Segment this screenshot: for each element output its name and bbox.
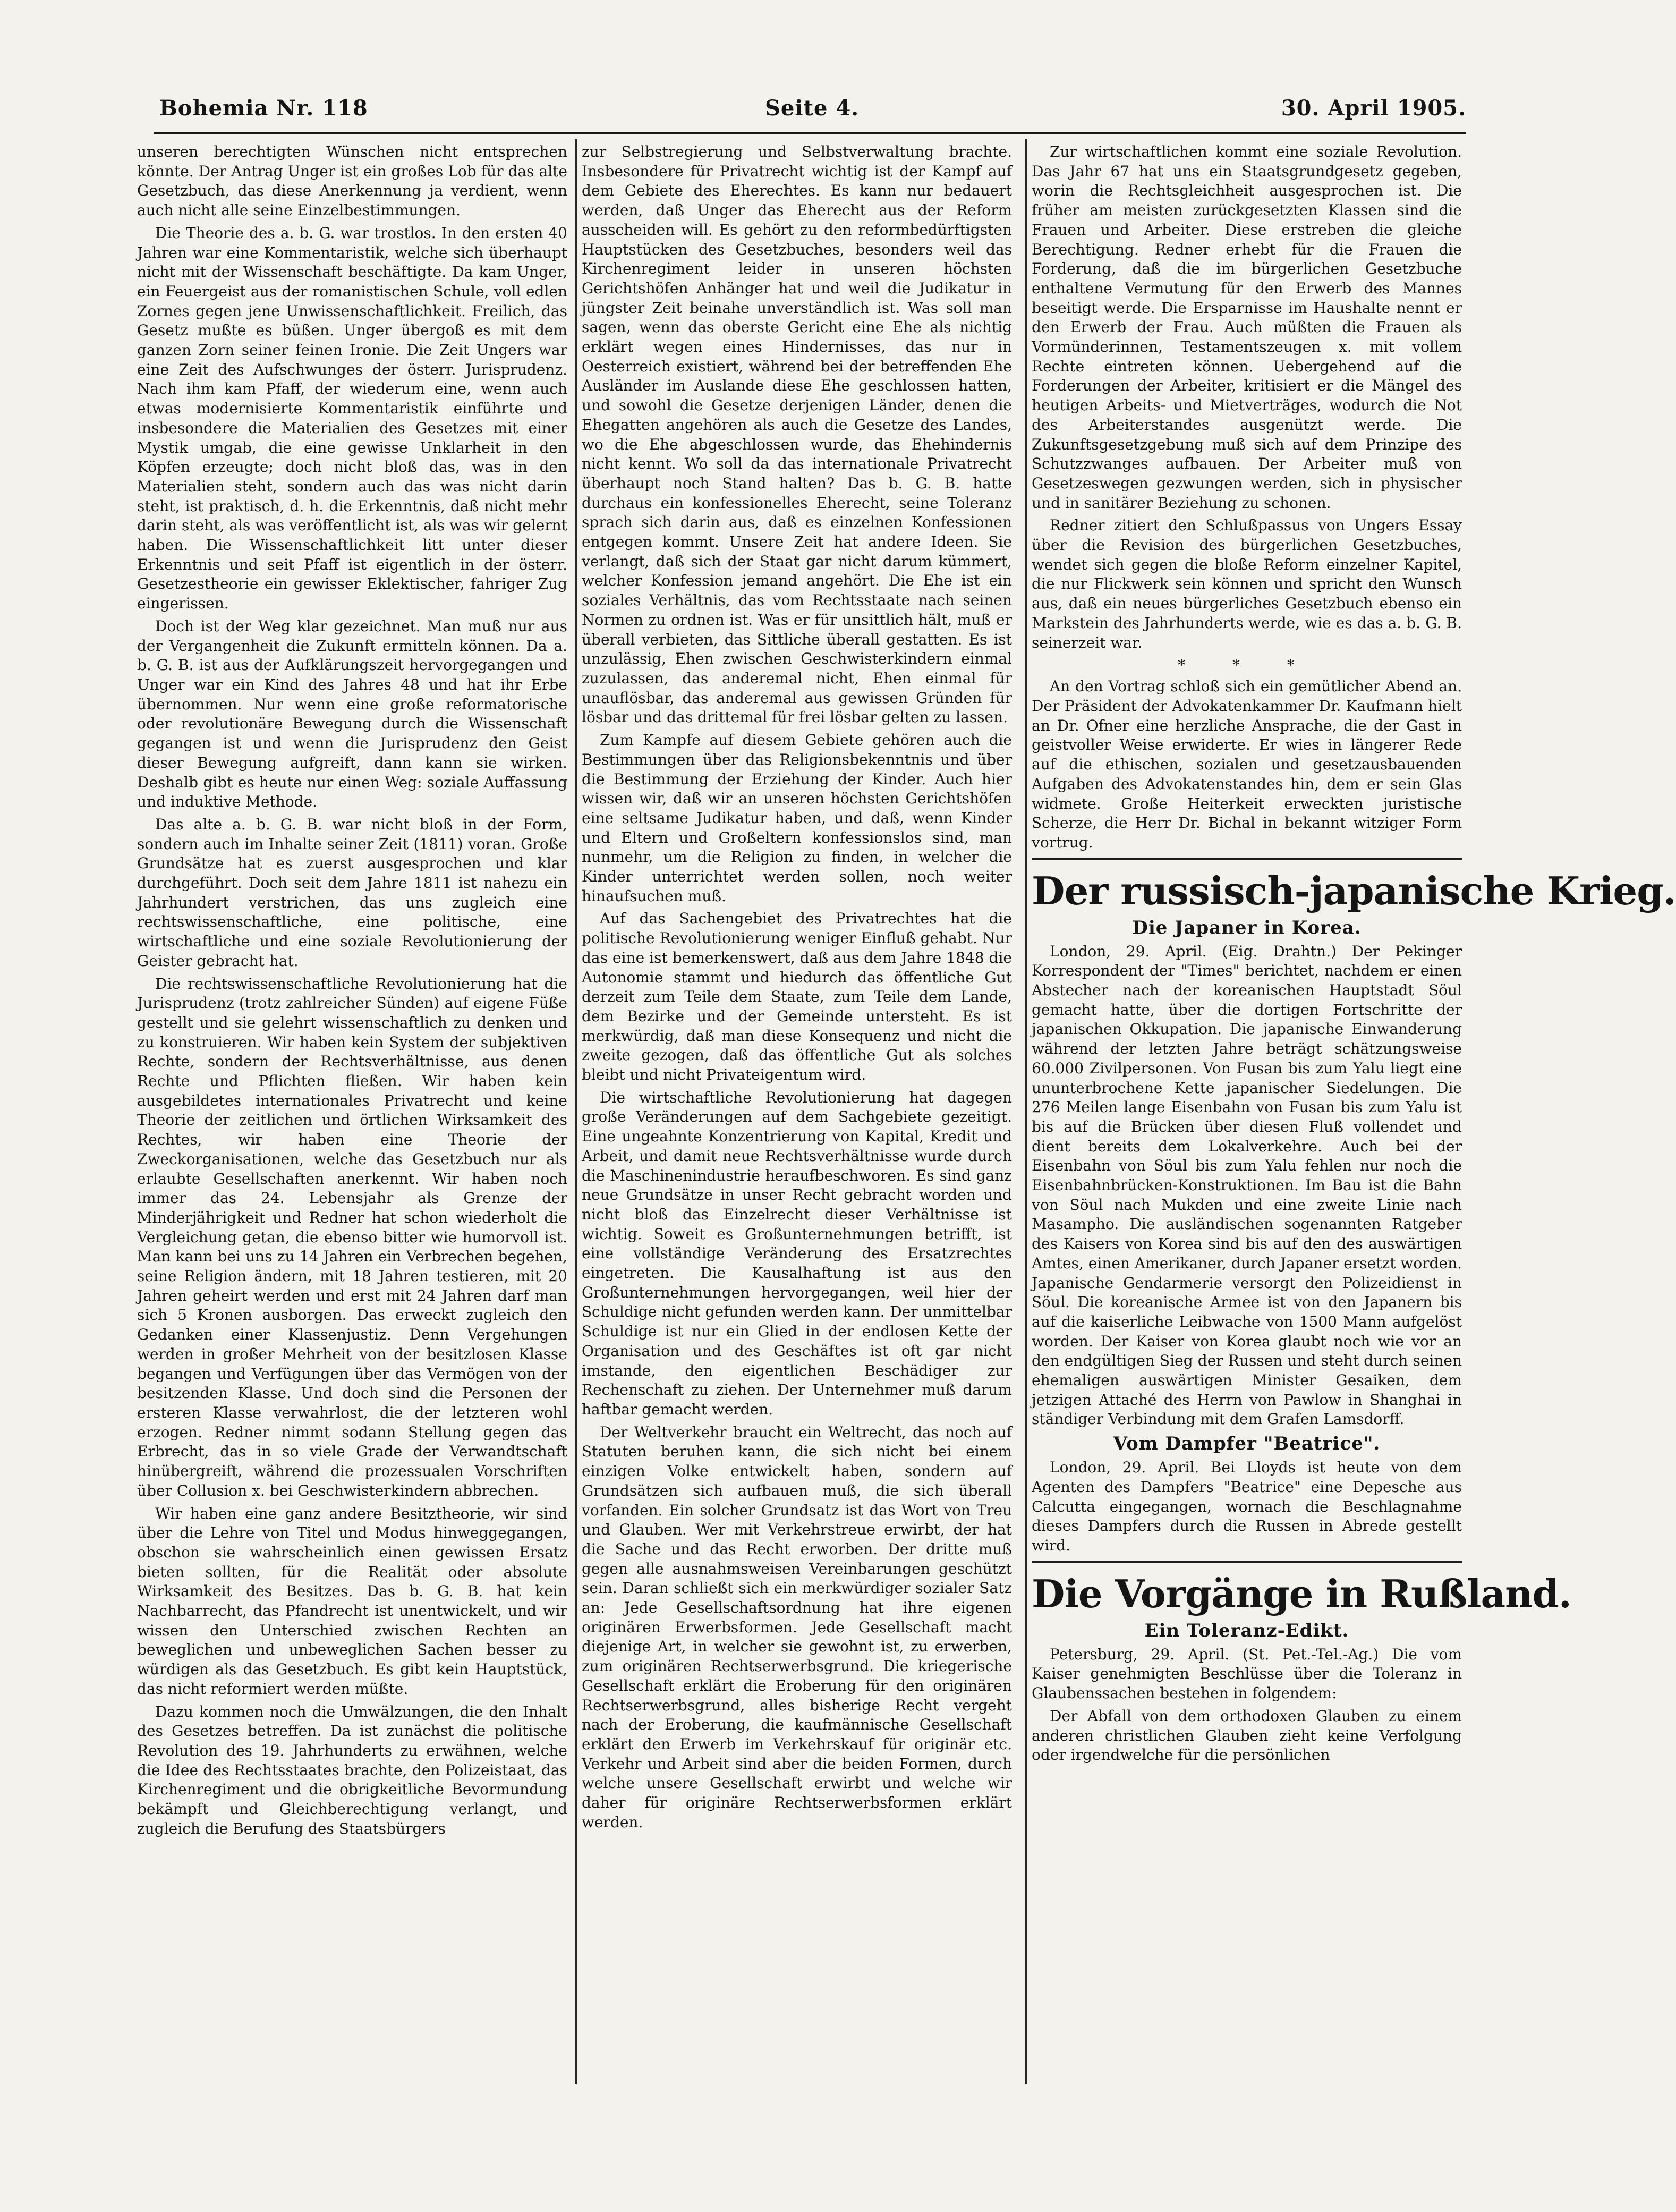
paragraph: An den Vortrag schloß sich ein gemütlicher Abend an. Der Präsident der Advokatenkammer Dr. Kaufmann hielt an Dr. Ofner eine herzliche Ansprache, die der Gast in geistvoller Weise erwiderte. Er wies in längerer Rede auf die ethischen, sozialen und gesetzausbauenden Aufgaben des Advokatenstandes hin, dem er sein Glas widmete. Große Heiterkeit erweckten juristische Scherze, die Herr Dr. Bichal in bekannt witziger Form vortrug.: [1032, 677, 1462, 851]
headline-events-in-russia: Die Vorgänge in Rußland.: [1032, 1571, 1571, 1616]
paragraph: London, 29. April. (Eig. Drahtn.) Der Pekinger Korrespondent der "Times" berichtet, nachdem er einen Abstecher nach der koreanischen Hauptstadt Söul gemacht hatte, über die dortigen Fortschritte der japanischen Okkupation. Die japanische Einwanderung während der letzten Jahre beträgt schätzungsweise 60.000 Zivilpersonen. Von Fusan bis zum Yalu liegt eine ununterbrochene Kette japanischer Siedelungen. Die 276 Meilen lange Eisenbahn von Fusan bis zum Yalu ist bis auf die Brücken über diesen Fluß vollendet und dient bereits dem Lokalverkehre. Auch bei der Eisenbahn von Söul bis zum Yalu fehlen nur noch die Eisenbahnbrücken-Konstruktionen. Im Bau ist die Bahn von Söul nach Mukden und eine zweite Linie nach Masampho. Die ausländischen sogenannten Ratgeber des Kaisers von Korea sind bis auf den des auswärtigen Amtes, einen Amerikaner, durch Japaner ersetzt worden. Japanische Gendarmerie versorgt den Polizeidienst in Söul. Die koreanische Armee ist von den Japanern bis auf die kaiserliche Leibwache von 1500 Mann aufgelöst worden. Der Kaiser von Korea glaubt noch wie vor an den endgültigen Sieg der Russen und steht durch seinen ehemaligen auswärtigen Minister Gesaiken, dem jetzigen Attaché des Herrn von Pawlow in Shanghai in ständiger Verbindung mit dem Grafen Lamsdorff.: [1032, 942, 1462, 1428]
paragraph: unseren berechtigten Wünschen nicht entsprechen könnte. Der Antrag Unger ist ein großes Lob für das alte Gesetzbuch, das diese Anerkennung ja verdient, wenn auch nicht alle seine Einzelbestimmungen.: [137, 143, 567, 219]
paragraph: Das alte a. b. G. B. war nicht bloß in der Form, sondern auch im Inhalte seiner Zeit (1811) voran. Große Grundsätze hat es zuerst ausgesprochen und klar durchgeführt. Doch seit dem Jahre 1811 ist nahezu ein Jahrhundert verstrichen, das uns zugleich eine rechtswissenschaftliche, eine politische, eine wirtschaftliche und eine soziale Revolutionierung der Geister gebracht hat.: [137, 815, 567, 970]
paragraph: Doch ist der Weg klar gezeichnet. Man muß nur aus der Vergangenheit die Zukunft ermitteln können. Da a. b. G. B. ist aus der Aufklärungszeit hervorgegangen und Unger war ein Kind des Jahres 48 und hat ihr Erbe übernommen. Nur wenn eine große reformatorische oder revolutionäre Bewegung durch die Wissenschaft gegangen ist und wenn die Jurisprudenz den Geist dieser Bewegung aufgreift, dann kann sie wirken. Deshalb gibt es heute nur einen Weg: soziale Auffassung und induktive Methode.: [137, 617, 567, 811]
paragraph: Auf das Sachengebiet des Privatrechtes hat die politische Revolutionierung weniger Einfluß gehabt. Nur das eine ist bemerkenswert, daß aus dem Jahre 1848 die Autonomie stammt und hiedurch das öffentliche Gut derzeit zum Teile dem Staate, zum Teile dem Lande, dem Bezirke und der Gemeinde untersteht. Es ist merkwürdig, daß man diese Konsequenz und nicht die zweite gezogen, daß das öffentliche Gut als solches bleibt und nicht Privateigentum wird.: [582, 910, 1012, 1084]
paragraph: zur Selbstregierung und Selbstverwaltung brachte. Insbesondere für Privatrecht wichtig ist der Kampf auf dem Gebiete des Eherechtes. Es kann nur bedauert werden, daß Unger das Eherecht aus der Reform ausscheiden will. Es gehört zu den reformbedürftigsten Hauptstücken des Gesetzbuches, besonders weil das Kirchenregiment leider in unseren höchsten Gerichtshöfen Anhänger hat und weil die Judikatur in jüngster Zeit beinahe unverständlich ist. Was soll man sagen, wenn das oberste Gericht eine Ehe als nichtig erklärt wegen eines Hindernisses, das nur in Oesterreich existiert, während bei der betreffenden Ehe Ausländer im Auslande diese Ehe geschlossen hatten, und sowohl die Gesetze derjenigen Länder, denen die Ehegatten angehören als auch die Gesetze des Landes, wo die Ehe abgeschlossen wurde, das Ehehindernis nicht kennt. Wo soll da das internationale Privatrecht überhaupt noch Stand halten? Das b. G. B. hatte durchaus ein konfessionelles Eherecht, seine Toleranz sprach sich darin aus, daß es einzelnen Konfessionen entgegen kommt. Unsere Zeit hat andere Ideen. Sie verlangt, daß sich der Staat gar nicht darum kümmert, welcher Konfession jemand angehört. Die Ehe ist ein soziales Verhältnis, das vom Rechtsstaate nach seinen Normen zu ordnen ist. Was er für unsittlich hält, muß er überall verbieten, das Sittliche überall gestatten. Es ist unzulässig, Ehen zwischen Geschwisterkindern einmal zuzulassen, das anderemal nicht, Ehen einmal für unauflösbar, das anderemal aus gewissen Gründen für lösbar und das drittemal für frei lösbar gelten zu lassen.: [582, 143, 1012, 726]
paragraph: London, 29. April. Bei Lloyds ist heute von dem Agenten des Dampfers "Beatrice" eine Depesche aus Calcutta eingegangen, wornach die Beschlagnahme dieses Dampfers durch die Russen in Abrede gestellt wird.: [1032, 1459, 1462, 1554]
paragraph: Der Weltverkehr braucht ein Weltrecht, das noch auf Statuten beruhen kann, die sich nicht bei einem einzigen Volke entwickelt haben, sondern auf Grundsätzen sich aufbauen muß, die sich überall vorfanden. Ein solcher Grundsatz ist das Wort von Treu und Glauben. Wer mit Verkehrstreue erwirbt, der hat die Sache und das Recht erworben. Der dritte muß gegen alle ausnahmsweisen Vereinbarungen geschützt sein. Daran schließt sich ein merkwürdiger sozialer Satz an: Jede Gesellschaftsordnung hat ihre eigenen originären Erwerbsformen. Jede Gesellschaft macht diejenige Art, in welcher sie gewohnt ist, zu erwerben, zum originären Rechtserwerbsgrund. Die kriegerische Gesellschaft erklärt die Eroberung für den originären Rechtserwerbsgrund, alles bisherige Recht vergeht nach der Eroberung, die kaufmännische Gesellschaft erklärt den Erwerb im Verkehrskauf für originär etc. Verkehr und Arbeit sind aber die beiden Formen, durch welche unsere Gesellschaft erwirbt und welche wir daher für originäre Rechtserwerbsformen erklärt werden.: [582, 1423, 1012, 1831]
section-rule: [1032, 1561, 1462, 1563]
headline-russo-japanese-war: Der russisch-japanische Krieg.: [1032, 868, 1676, 913]
paragraph: Zum Kampfe auf diesem Gebiete gehören auch die Bestimmungen über das Religionsbekenntnis und über die Bestimmung der Erziehung der Kinder. Auch hier wissen wir, daß wir an unseren höchsten Gerichtshöfen eine seltsame Judikatur haben, und daß, wenn Kinder und Eltern und Großeltern konfessionslos sind, man nunmehr, um die Religion zu finden, in welcher die Kinder unterrichtet werden sollen, noch weiter hinaufsuchen muß.: [582, 731, 1012, 905]
subheadline-tolerance-edict: Ein Toleranz-Edikt.: [1144, 1620, 1349, 1641]
paragraph: Wir haben eine ganz andere Besitztheorie, wir sind über die Lehre von Titel und Modus hinweggegangen, obschon sie wahrscheinlich einen gewissen Ersatz bieten sollten, für die Realität oder absolute Wirksamkeit des Besitzes. Das b. G. B. hat kein Nachbarrecht, das Pfandrecht ist unentwickelt, und wir wissen den Unterschied zwischen Rechten an beweglichen und unbeweglichen Sachen besser zu würdigen als das Gesetzbuch. Es gibt kein Hauptstück, das nicht reformiert werden müßte.: [137, 1504, 567, 1698]
paragraph: Dazu kommen noch die Umwälzungen, die den Inhalt des Gesetzes betreffen. Da ist zunächst die politische Revolution des 19. Jahrhunderts zu erwähnen, welche die Idee des Rechtsstaates brachte, den Polizeistaat, das Kirchenregiment und die obrigkeitliche Bevormundung bekämpft und Gleichberechtigung verlangt, und zugleich die Berufung des Staatsbürgers: [137, 1702, 567, 1837]
subheadline-beatrice: Vom Dampfer "Beatrice".: [1113, 1433, 1381, 1455]
paragraph: Die rechtswissenschaftliche Revolutionierung hat die Jurisprudenz (trotz zahlreicher Sünden) auf eigene Füße gestellt und sie gelehrt wissenschaftlich zu denken und zu konstruieren. Wir haben kein System der subjektiven Rechte, sondern der Rechtsverhältnisse, aus denen Rechte und Pflichten fließen. Wir haben kein ausgebildetes internationales Privatrecht und keine Theorie der zeitlichen und örtlichen Wirksamkeit des Rechtes, wir haben eine Theorie der Zweckorganisationen, welche das Gesetzbuch nur als erlaubte Gesellschaften anerkennt. Wir haben noch immer das 24. Lebensjahr als Grenze der Minderjährigkeit und Redner hat schon wiederholt die Vergleichung getan, die ebenso bitter wie humorvoll ist. Man kann bei uns zu 14 Jahren ein Verbrechen begehen, seine Religion ändern, mit 18 Jahren testieren, mit 20 Jahren geheirt werden und erst mit 24 Jahren darf man sich 5 Kronen ausborgen. Das erweckt zugleich den Gedanken einer Klassenjustiz. Denn Vergehungen werden in großer Mehrheit von der besitzlosen Klasse begangen und Verfügungen über das Vermögen von der besitzenden Klasse. Und doch sind die Personen der ersteren Klasse verwahrlost, die der letzteren wohl erzogen. Redner nimmt sodann Stellung gegen das Erbrecht, das in so viele Grade der Verwandtschaft hinübergreift, während die prozessualen Vorschriften über Collusion x. bei Geschwisterkindern abbrechen.: [137, 974, 567, 1499]
subheadline-japanese-in-korea: Die Japaner in Korea.: [1132, 917, 1362, 938]
issue-date: 30. April 1905.: [1281, 96, 1466, 121]
newspaper-name: Bohemia Nr. 118: [159, 96, 368, 121]
section-rule: [1032, 858, 1462, 860]
column-1: [137, 142, 567, 2090]
paragraph: Zur wirtschaftlichen kommt eine soziale Revolution. Das Jahr 67 hat uns ein Staatsgrundgesetz gegeben, worin die Rechtsgleichheit ausgesprochen ist. Die früher am meisten zurückgesetzten Klassen sind die Frauen und Arbeiter. Diese erstreben die gleiche Berechtigung. Redner erhebt für die Frauen die Forderung, daß die im bürgerlichen Gesetzbuche enthaltene Vermutung für den Erwerb des Mannes beseitigt werde. Die Ersparnisse im Haushalte nennt er den Erwerb der Frau. Auch müßten die Frauen als Vormünderinnen, Testamentszeugen x. mit vollem Rechte eintreten können. Uebergehend auf die Forderungen der Arbeiter, kritisiert er die Mängel des heutigen Arbeits- und Mietverträges, wodurch die Not des Arbeiterstandes ausgenützt werde. Die Zukunftsgesetzgebung muß sich auf dem Prinzipe des Schutzzwanges aufbauen. Der Arbeiter muß von Gesetzeswegen gezwungen werden, sich in physischer und in sanitärer Beziehung zu schonen.: [1032, 143, 1462, 512]
page-number: Seite 4.: [765, 96, 860, 121]
paragraph: Petersburg, 29. April. (St. Pet.-Tel.-Ag.) Die vom Kaiser genehmigten Beschlüsse über die Toleranz in Glaubenssachen bestehen in folgendem:: [1032, 1645, 1462, 1702]
column-rule-2: [1025, 139, 1027, 2084]
column-rule-1: [575, 139, 577, 2084]
page-header: [159, 96, 1466, 128]
paragraph: Redner zitiert den Schlußpassus von Ungers Essay über die Revision des bürgerlichen Gesetzbuches, wendet sich gegen die bloße Reform einzelner Kapitel, die nur Flickwerk sein können und spricht den Wunsch aus, daß ein neues bürgerliches Gesetzbuch ebenso ein Markstein des Jahrhunderts werde, wie es das a. b. G. B. seinerzeit war.: [1032, 516, 1462, 651]
paragraph: Die Theorie des a. b. G. war trostlos. In den ersten 40 Jahren war eine Kommentaristik, welche sich überhaupt nicht mit der Wissenschaft beschäftigte. Da kam Unger, ein Feuergeist aus der romanistischen Schule, voll edlen Zornes gegen jene Unwissenschaftlichkeit. Freilich, das Gesetz mußte es büßen. Unger übergoß es mit dem ganzen Zorn seiner feinen Ironie. Die Zeit Ungers war eine Zeit des Aufschwunges der österr. Jurisprudenz. Nach ihm kam Pfaff, der wiederum eine, wenn auch etwas modernisierte Kommentaristik einführte und insbesondere die Materialien des Gesetzes mit einer Mystik umgab, die eine gewisse Unklarheit in den Köpfen erzeugte; doch nicht bloß das, was in den Materialien steht, sondern auch das was nicht darin steht, ist praktisch, d. h. die Erkenntnis, daß nicht mehr darin steht, als was veröffentlicht ist, als was wir gelernt haben. Die Wissenschaftlichkeit litt unter dieser Erkenntnis und seit Pfaff ist eigentlich in der österr. Gesetzestheorie ein gewisser Eklektischer, fahriger Zug eingerissen.: [137, 224, 567, 613]
column-3: [1032, 142, 1676, 2090]
column-2: [582, 142, 1012, 2090]
paragraph: Der Abfall von dem orthodoxen Glauben zu einem anderen christlichen Glauben zieht keine Verfolgung oder irgendwelche für die persönlichen: [1032, 1707, 1462, 1764]
paragraph: Die wirtschaftliche Revolutionierung hat dagegen große Veränderungen auf dem Sachgebiete gezeitigt. Eine ungeahnte Konzentrierung von Kapital, Kredit und Arbeit, und damit neue Rechtsverhältnisse wurde durch die Maschinenindustrie heraufbeschworen. Es sind ganz neue Grundsätze in unser Recht gebracht worden und nicht bloß das Einzelrecht dieser Verhältnisse ist wichtig. Soweit es Großunternehmungen betrifft, ist eine vollständige Veränderung des Ersatzrechtes eingetreten. Die Kausalhaftung ist aus den Großunternehmungen hervorgegangen, weil hier der Schuldige nicht gefunden werden kann. Der unmittelbar Schuldige ist nur ein Glied in der endlosen Kette der Organisation und des Geschäftes ist oft gar nicht imstande, den eigentlichen Beschädiger zur Rechenschaft zu ziehen. Der Unternehmer muß darum haftbar gemacht werden.: [582, 1088, 1012, 1418]
section-divider-stars: * * *: [1178, 656, 1316, 674]
header-rule: [154, 132, 1466, 134]
